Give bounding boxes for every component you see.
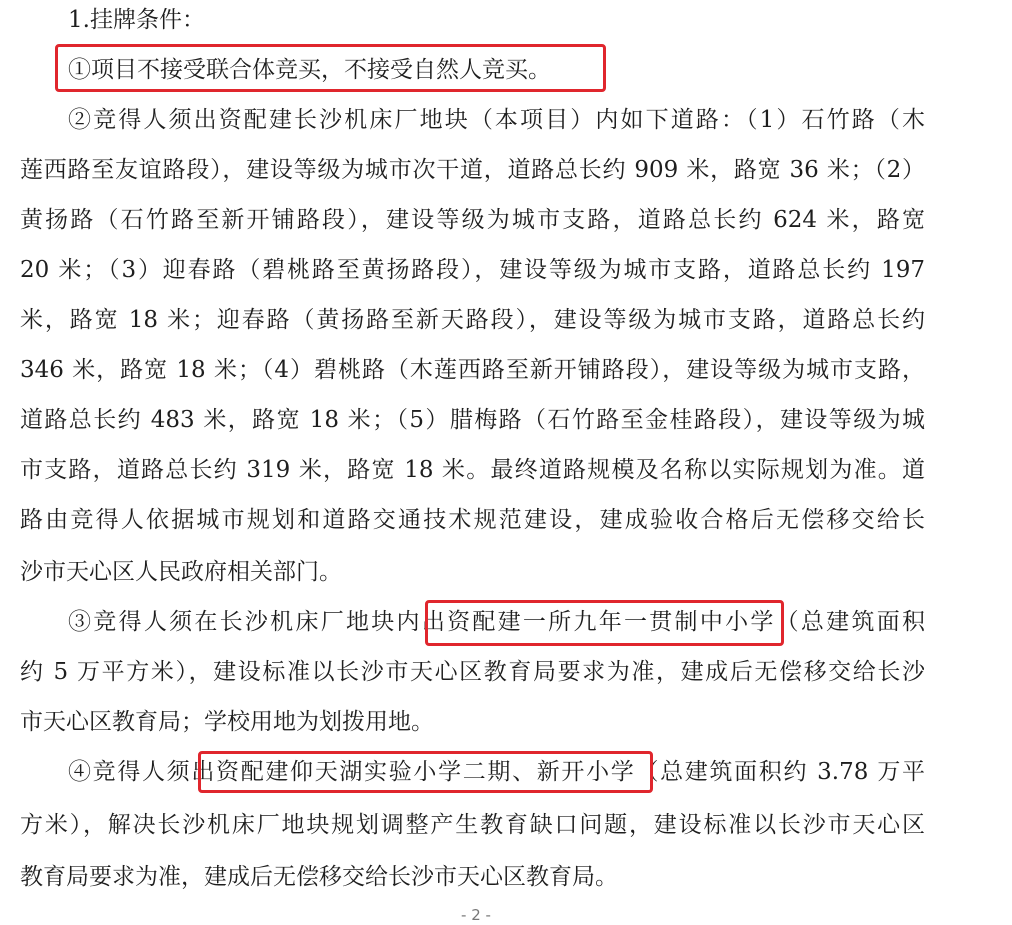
- condition-2-line: 道路总长约 483 米，路宽 18 米；（5）腊梅路（石竹路至金桂路段），建设等级为城: [20, 407, 925, 433]
- condition-2-line: 莲西路至友谊路段），建设等级为城市次干道，道路总长约 909 米，路宽 36 米；（2）: [20, 157, 925, 183]
- page-number: - 2 -: [461, 906, 491, 924]
- red-highlight-box-school: [425, 600, 784, 646]
- condition-2-line: 20 米；（3）迎春路（碧桃路至黄扬路段），建设等级为城市支路，道路总长约 197: [20, 257, 925, 283]
- red-highlight-box-condition-1: [55, 44, 606, 92]
- condition-2-line: ②竞得人须出资配建长沙机床厂地块（本项目）内如下道路：（1）石竹路（木: [68, 107, 925, 133]
- condition-2-line: 沙市天心区人民政府相关部门。: [20, 559, 342, 585]
- condition-2-line: 市支路，道路总长约 319 米，路宽 18 米。最终道路规模及名称以实际规划为准。道: [20, 457, 925, 483]
- red-highlight-box-primary-schools: [198, 751, 653, 793]
- condition-2-line: 黄扬路（石竹路至新开铺路段），建设等级为城市支路，道路总长约 624 米，路宽: [20, 207, 925, 233]
- condition-3-line: 市天心区教育局；学校用地为划拨用地。: [20, 709, 434, 735]
- condition-4-line: 教育局要求为准，建成后无偿移交给长沙市天心区教育局。: [20, 864, 618, 890]
- condition-2-line: 346 米，路宽 18 米；（4）碧桃路（木莲西路至新开铺路段），建设等级为城市支路，: [20, 357, 925, 383]
- condition-2-line: 路由竞得人依据城市规划和道路交通技术规范建设，建成验收合格后无偿移交给长: [20, 507, 925, 533]
- condition-1-line: ①项目不接受联合体竞买，不接受自然人竞买。: [68, 57, 551, 83]
- section-heading: 1.挂牌条件：: [68, 7, 205, 33]
- condition-3-line: 约 5 万平方米），建设标准以长沙市天心区教育局要求为准，建成后无偿移交给长沙: [20, 659, 925, 685]
- condition-4-line: 方米），解决长沙机床厂地块规划调整产生教育缺口问题，建设标准以长沙市天心区: [20, 812, 925, 838]
- condition-4-line: ④竞得人须出资配建仰天湖实验小学二期、新开小学（总建筑面积约 3.78 万平: [68, 759, 925, 785]
- condition-3-line: ③竞得人须在长沙机床厂地块内出资配建一所九年一贯制中小学（总建筑面积: [68, 609, 925, 635]
- condition-2-line: 米，路宽 18 米；迎春路（黄扬路至新天路段），建设等级为城市支路，道路总长约: [20, 307, 925, 333]
